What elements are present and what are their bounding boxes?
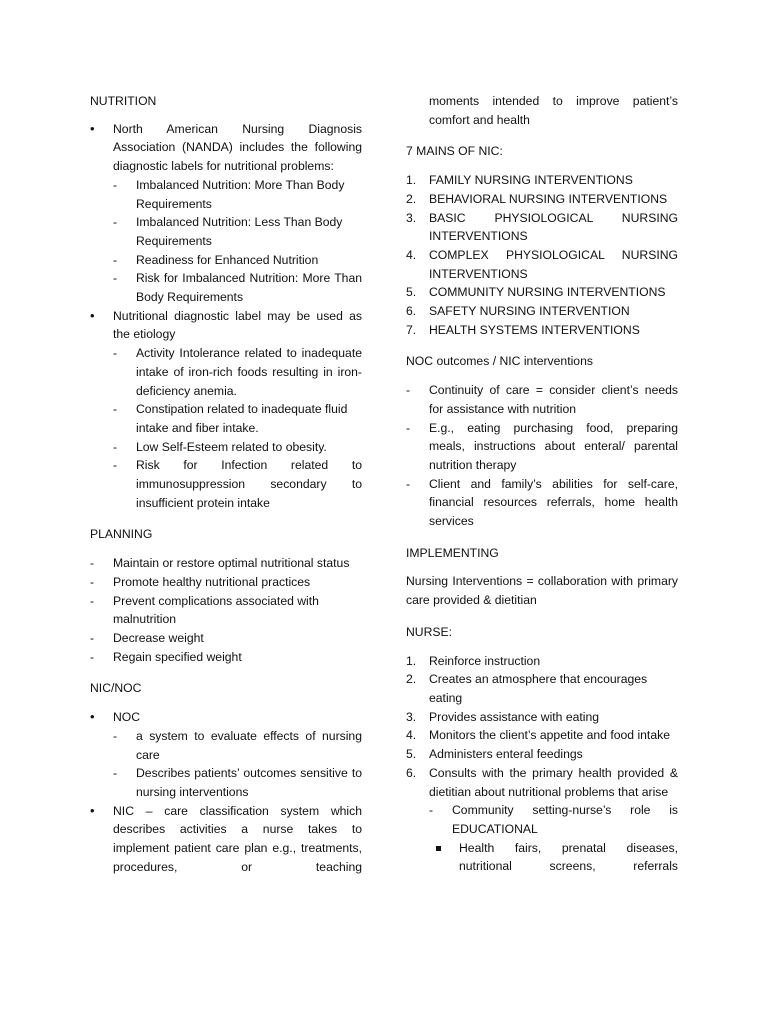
list-item: - Imbalanced Nutrition: Less Than Body Requirements	[113, 213, 362, 250]
list-number: 2.	[406, 672, 417, 687]
nutrition-section	[90, 92, 362, 512]
mains-section	[406, 142, 678, 339]
list-number: 1.	[406, 173, 417, 188]
list-text: COMMUNITY NURSING INTERVENTIONS	[429, 285, 666, 300]
dash-list	[406, 801, 678, 838]
sub-bullet-item	[429, 839, 678, 876]
list-number: 7.	[406, 322, 417, 337]
list-number: 6.	[406, 304, 417, 319]
list-item	[406, 321, 678, 340]
list-item	[406, 764, 678, 801]
list-number: 3.	[406, 709, 417, 724]
list-item	[406, 726, 678, 745]
dash-list	[406, 381, 678, 531]
list-item: - Maintain or restore optimal nutritional status	[90, 554, 362, 573]
section-heading-outcomes: NOC outcomes / NIC interventions	[406, 354, 593, 369]
nurse-section	[406, 623, 678, 876]
list-item	[406, 670, 678, 707]
list-item: - a system to evaluate effects of nursing care	[113, 727, 362, 764]
right-column	[406, 92, 678, 889]
implementing-section	[406, 544, 678, 610]
section-heading-nutrition: NUTRITION	[90, 94, 157, 108]
bullet-text: North American Nursing Diagnosis Association (NANDA) includes the following diagnostic labels for nutritional problems:	[113, 121, 362, 174]
list-item: - Community setting-nurse’s role is EDUCATIONAL	[429, 801, 678, 838]
list-number: 5.	[406, 285, 417, 300]
dash-list	[90, 554, 362, 666]
bullet-icon	[90, 708, 113, 727]
section-heading-mains: 7 MAINS OF NIC:	[406, 144, 503, 159]
bullet-item-nanda	[90, 120, 362, 307]
list-item	[406, 171, 678, 190]
numbered-list	[406, 171, 678, 339]
section-heading-implementing: IMPLEMENTING	[406, 545, 499, 560]
list-number: 2.	[406, 191, 417, 206]
list-item	[406, 246, 678, 283]
list-item: - Continuity of care = consider client’s needs for assistance with nutrition	[406, 381, 678, 418]
list-item	[406, 745, 678, 764]
list-item	[406, 652, 678, 671]
bullet-icon	[90, 120, 113, 139]
list-item	[406, 283, 678, 302]
bullet-icon	[90, 802, 113, 821]
list-item: - Promote healthy nutritional practices	[90, 573, 362, 592]
list-number: 5.	[406, 747, 417, 762]
list-item: - Risk for Imbalanced Nutrition: More Than Body Requirements	[113, 269, 362, 306]
section-heading-nurse: NURSE:	[406, 624, 453, 639]
list-text: Creates an atmosphere that encourages eating	[429, 672, 648, 705]
list-text: HEALTH SYSTEMS INTERVENTIONS	[429, 322, 640, 337]
outcomes-section	[406, 352, 678, 530]
list-item: - Risk for Infection related to immunosuppression secondary to insufficient protein intake	[113, 456, 362, 512]
list-text: BASIC PHYSIOLOGICAL NURSING INTERVENTIONS	[429, 210, 678, 244]
list-item: - Decrease weight	[90, 629, 362, 648]
list-item: - Imbalanced Nutrition: More Than Body Requirements	[113, 176, 362, 213]
nic-continued	[406, 92, 678, 129]
bullet-text: Nutritional diagnostic label may be used as the etiology	[113, 308, 362, 342]
list-item	[406, 190, 678, 209]
list-number: 6.	[406, 765, 417, 780]
continued-text: moments intended to improve patient’s comfort and health	[429, 94, 678, 127]
numbered-list	[406, 652, 678, 802]
nicnoc-section	[90, 679, 362, 876]
dash-list	[113, 176, 362, 307]
list-item: - E.g., eating purchasing food, preparing meals, instructions about enteral/ parental nutrition therapy	[406, 419, 678, 475]
list-text: COMPLEX PHYSIOLOGICAL NURSING INTERVENTIONS	[429, 247, 678, 281]
list-item: - Regain specified weight	[90, 648, 362, 667]
list-item: - Constipation related to inadequate fluid intake and fiber intake.	[113, 400, 362, 437]
list-item: - Low Self-Esteem related to obesity.	[113, 438, 362, 457]
section-heading-planning: PLANNING	[90, 527, 153, 542]
list-number: 1.	[406, 653, 417, 668]
dash-list	[113, 344, 362, 512]
bullet-item-noc	[90, 708, 362, 802]
implementing-text: Nursing Interventions = collaboration with primary care provided & dietitian	[406, 574, 678, 608]
dash-list	[113, 727, 362, 802]
left-column	[90, 92, 362, 889]
bullet-icon	[90, 307, 113, 326]
list-item: - Activity Intolerance related to inadequate intake of iron-rich foods resulting in iron-deficiency anemia.	[113, 344, 362, 400]
list-text: FAMILY NURSING INTERVENTIONS	[429, 173, 633, 188]
list-text: Reinforce instruction	[429, 653, 541, 668]
list-number: 4.	[406, 247, 417, 262]
list-item	[406, 209, 678, 246]
list-text: BEHAVIORAL NURSING INTERVENTIONS	[429, 191, 668, 206]
bullet-item-nic	[90, 802, 362, 877]
list-item: - Prevent complications associated with malnutrition	[90, 592, 362, 629]
list-item: - Client and family’s abilities for self-care, financial resources referrals, home health services	[406, 475, 678, 531]
bullet-item-etiology	[90, 307, 362, 513]
bullet-text: NOC	[113, 710, 141, 725]
list-text: Provides assistance with eating	[429, 709, 600, 724]
bullet-text: NIC – care classification system which describes activities a nurse takes to implement patient care plan e.g., treatments, procedures, or teaching	[113, 803, 362, 874]
list-text: Monitors the client’s appetite and food intake	[429, 728, 670, 743]
list-text: SAFETY NURSING INTERVENTION	[429, 304, 630, 319]
list-number: 3.	[406, 210, 417, 225]
list-item: - Readiness for Enhanced Nutrition	[113, 251, 362, 270]
list-item	[406, 708, 678, 727]
list-item: - Describes patients’ outcomes sensitive to nursing interventions	[113, 764, 362, 801]
sub-bullet-text: Health fairs, prenatal diseases, nutritional screens, referrals	[459, 840, 678, 874]
section-heading-nicnoc: NIC/NOC	[90, 681, 142, 696]
list-number: 4.	[406, 728, 417, 743]
list-item	[406, 302, 678, 321]
planning-section	[90, 525, 362, 666]
list-text: Consults with the primary health provided & dietitian about nutritional problems that arise	[429, 765, 678, 799]
list-text: Administers enteral feedings	[429, 747, 583, 762]
